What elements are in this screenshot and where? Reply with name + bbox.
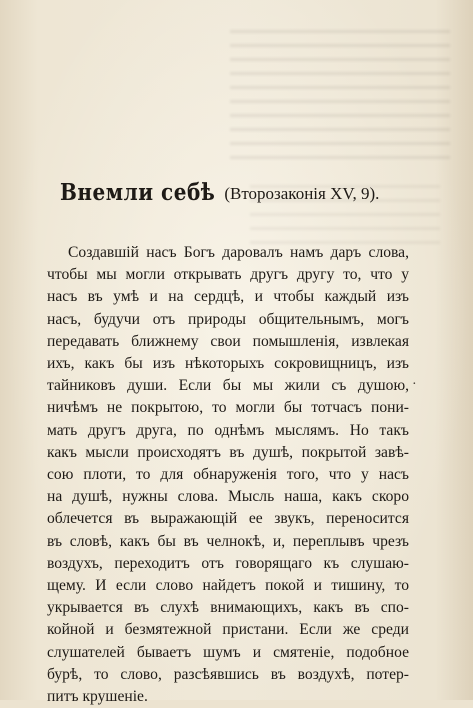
text-line: сою плоти, то для обнаруженія того, что у насъ <box>47 466 409 484</box>
text-line: облечется въ выражающій ее звукъ, переносится <box>47 510 409 528</box>
text-line: воздухъ, переходитъ отъ говорящаго къ слушаю- <box>47 554 409 572</box>
text-line: укрывается въ слухѣ внимающихъ, какъ въ спо- <box>47 599 409 617</box>
sermon-heading <box>60 180 440 204</box>
text-line: бурѣ, то слово, разсѣявшись въ воздухѣ, потер- <box>47 665 409 683</box>
text-line: насъ, будучи отъ природы общительнымъ, могъ <box>47 310 409 328</box>
text-line: какъ мысли происходятъ въ душѣ, покрытой завѣ- <box>47 443 409 461</box>
text-line: ихъ, какъ бы изъ нѣкоторыхъ сокровищницъ, изъ <box>47 355 409 373</box>
heading-title: Внемли себѣ <box>60 178 216 206</box>
body-paragraph <box>47 242 409 708</box>
text-line: слушателей бываетъ шумъ и смятеніе, подобное <box>47 643 409 661</box>
text-line: питъ крушеніе. <box>47 688 148 706</box>
text-line: ничѣмъ не покрытою, то могли бы тотчасъ пони- <box>47 399 409 417</box>
text-line: мать другъ друга, по однѣмъ мыслямъ. Но такъ <box>47 421 409 439</box>
text-line: койной и безмятежной пристани. Если же среди <box>47 621 409 639</box>
text-line: Создавшій насъ Богъ даровалъ намъ даръ слова, <box>68 244 409 261</box>
margin-mark: · <box>412 377 417 392</box>
text-line: тайниковъ души. Если бы мы жили съ душою, <box>47 377 409 395</box>
text-line: въ словѣ, какъ бы въ челнокѣ, и, переплывъ чрезъ <box>47 532 409 550</box>
text-line: чтобы мы могли открывать другъ другу то, что у <box>47 266 409 284</box>
text-line: передавать ближнему свои помышленія, извлекая <box>47 332 409 350</box>
show-through-text <box>230 30 450 170</box>
text-line: щему. И если слово найдетъ покой и тишину, то <box>47 577 409 595</box>
text-line: насъ въ умѣ и на сердцѣ, и чтобы каждый изъ <box>47 288 409 306</box>
heading-scripture-reference: (Второзаконія XV, 9). <box>224 184 380 203</box>
text-line: на душѣ, нужны слова. Мысль наша, какъ скоро <box>47 488 409 506</box>
